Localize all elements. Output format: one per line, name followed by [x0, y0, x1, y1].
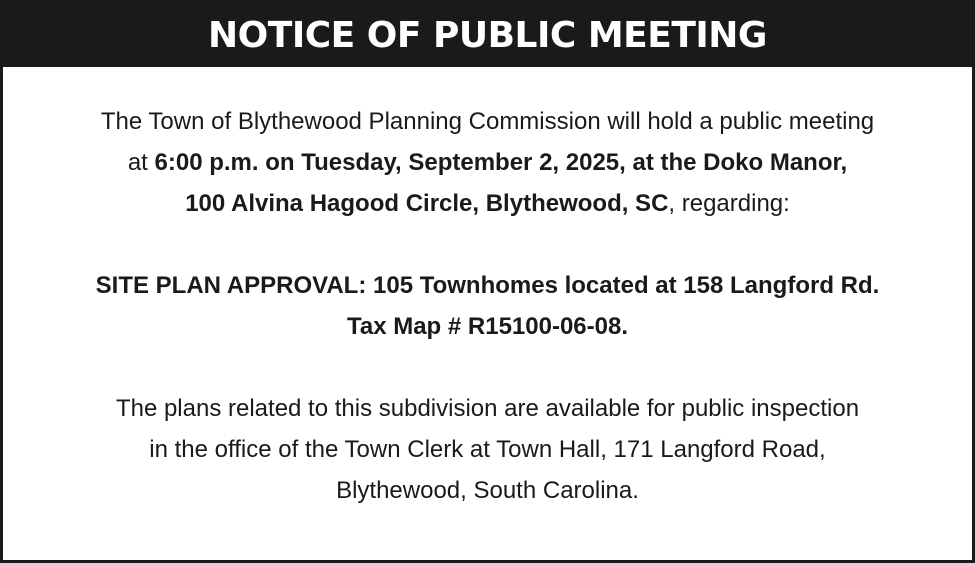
tax-map-number: Tax Map # R15100-06-08.: [346, 313, 629, 340]
inspection-line-3: Blythewood, South Carolina.: [336, 477, 639, 504]
meeting-details-line-3: [3, 183, 972, 224]
meeting-details-paragraph: [3, 101, 972, 224]
site-plan-paragraph: [3, 265, 972, 347]
meeting-date-time-location: 6:00 p.m. on Tuesday, September 2, 2025, at the Doko Manor,: [154, 149, 848, 176]
notice-title: NOTICE OF PUBLIC MEETING: [208, 14, 767, 56]
notice-body: [3, 67, 972, 511]
site-plan-line-2: [3, 306, 972, 347]
notice-header: [3, 3, 972, 67]
meeting-regarding-text: , regarding:: [668, 190, 790, 217]
inspection-line-2: in the office of the Town Clerk at Town Hall, 171 Langford Road,: [149, 436, 826, 463]
paragraph-spacer: [3, 347, 972, 388]
meeting-address: 100 Alvina Hagood Circle, Blythewood, SC: [185, 190, 669, 217]
paragraph-spacer: [3, 224, 972, 265]
inspection-paragraph: [3, 388, 972, 511]
meeting-intro-text: The Town of Blythewood Planning Commission will hold a public meeting: [100, 108, 875, 135]
site-plan-line-1: [3, 265, 972, 306]
inspection-line-1: The plans related to this subdivision are available for public inspection: [115, 395, 860, 422]
meeting-details-line-1: [3, 101, 972, 142]
meeting-time-prefix: at: [127, 149, 155, 176]
meeting-details-line-2: [3, 142, 972, 183]
site-plan-approval-text: SITE PLAN APPROVAL: 105 Townhomes located at 158 Langford Rd.: [95, 272, 880, 299]
